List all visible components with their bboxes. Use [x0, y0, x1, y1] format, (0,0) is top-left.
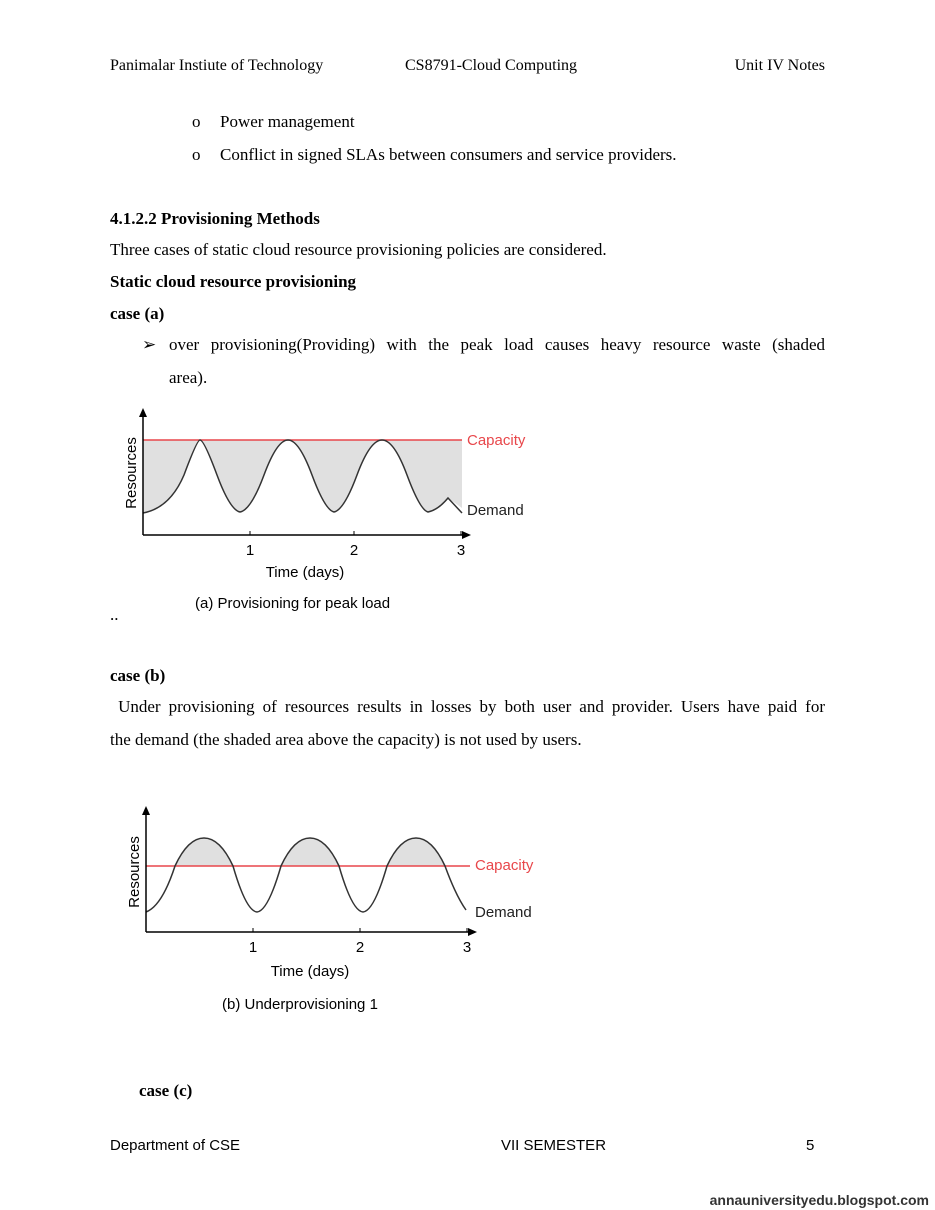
figure-a-caption: (a) Provisioning for peak load: [195, 595, 391, 612]
header-course: CS8791-Cloud Computing: [405, 57, 578, 74]
figure-a-x-arrow-icon: [462, 531, 471, 539]
figure-a-peak-provisioning: [118, 403, 548, 618]
page-number: 5: [806, 1137, 815, 1154]
bullet-marker: o: [192, 112, 201, 131]
figure-b-tick-label-1: 1: [248, 939, 258, 956]
section-intro: Three cases of static cloud resource provisioning policies are considered.: [110, 240, 607, 259]
figure-b-underprovisioning: [122, 800, 552, 1020]
header-unit: Unit IV Notes: [734, 57, 825, 74]
dots: ..: [110, 605, 119, 624]
footer-department: Department of CSE: [110, 1137, 241, 1154]
case-a-text-line1: over provisioning(Providing) with the peak load causes heavy resource waste (shaded: [169, 335, 825, 354]
case-b-text-line1: Under provisioning of resources results in losses by both user and provider. Users have paid for: [110, 697, 825, 716]
case-c-label: case (c): [139, 1081, 193, 1100]
figure-a-tick-label-3: 3: [456, 542, 466, 559]
bullet-power-management: Power management: [220, 112, 355, 131]
footer-semester: VII SEMESTER: [501, 1137, 607, 1154]
figure-b-x-arrow-icon: [468, 928, 477, 936]
figure-b-y-label: Resources: [126, 836, 143, 908]
case-b-label: case (b): [110, 666, 166, 685]
bullet-sla-conflict: Conflict in signed SLAs between consumers and service providers.: [220, 145, 677, 164]
case-b-text-line2: the demand (the shaded area above the capacity) is not used by users.: [110, 730, 582, 749]
figure-b-tick-label-2: 2: [355, 939, 365, 956]
figure-a-capacity-label: Capacity: [467, 432, 526, 449]
figure-a-y-arrow-icon: [139, 408, 147, 417]
watermark-url: annauniversityedu.blogspot.com: [709, 1192, 929, 1208]
case-a-label: case (a): [110, 304, 165, 323]
figure-b-tick-label-3: 3: [462, 939, 472, 956]
figure-b-x-label: Time (days): [270, 963, 350, 980]
figure-a-demand-label: Demand: [467, 502, 524, 519]
figure-b-capacity-label: Capacity: [475, 857, 534, 874]
figure-a-tick-label-2: 2: [349, 542, 359, 559]
case-a-text-line2: area).: [169, 368, 208, 387]
bullet-marker: o: [192, 145, 201, 164]
figure-a-x-label: Time (days): [265, 564, 345, 581]
subheading: Static cloud resource provisioning: [110, 272, 357, 291]
section-heading: 4.1.2.2 Provisioning Methods: [110, 209, 320, 228]
figure-a-tick-label-1: 1: [245, 542, 255, 559]
arrow-bullet-icon: ➢: [142, 335, 157, 354]
figure-a-waste-shade: [143, 440, 462, 513]
figure-b-caption: (b) Underprovisioning 1: [222, 996, 378, 1013]
figure-b-demand-label: Demand: [475, 904, 532, 921]
figure-b-y-arrow-icon: [142, 806, 150, 815]
figure-a-y-label: Resources: [123, 437, 140, 509]
header-institute: Panimalar Instiute of Technology: [110, 57, 324, 74]
